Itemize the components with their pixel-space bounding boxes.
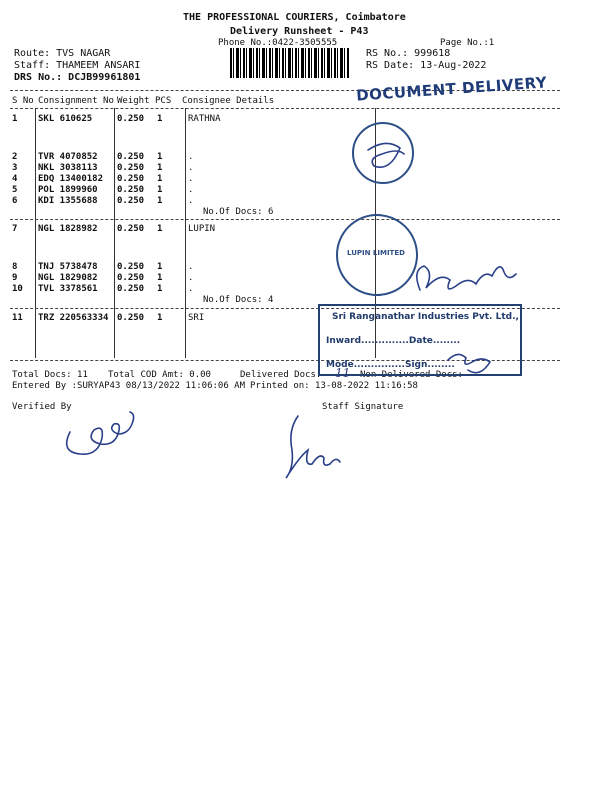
seal-text: LUPIN LIMITED bbox=[347, 249, 405, 257]
row-consignment: TRZ 220563334 bbox=[38, 313, 109, 323]
row-weight: 0.250 bbox=[117, 185, 145, 195]
row-weight: 0.250 bbox=[117, 273, 145, 283]
stamp-inward: Inward bbox=[326, 336, 362, 346]
row-details: . bbox=[188, 273, 194, 283]
row-weight: 0.250 bbox=[117, 152, 145, 162]
verified-by-label: Verified By bbox=[12, 402, 72, 412]
row-weight: 0.250 bbox=[117, 284, 145, 294]
row-details: SRI bbox=[188, 313, 205, 323]
row-weight: 0.250 bbox=[117, 163, 145, 173]
row-pcs: 1 bbox=[157, 174, 163, 184]
signature-verified bbox=[67, 412, 134, 454]
row-weight: 0.250 bbox=[117, 196, 145, 206]
row-pcs: 1 bbox=[157, 273, 163, 283]
staff-signature-label: Staff Signature bbox=[322, 402, 404, 412]
row-pcs: 1 bbox=[157, 114, 163, 124]
row-consignment: SKL 610625 bbox=[38, 114, 93, 124]
row-sno: 7 bbox=[12, 224, 18, 234]
stamp-mode-label: Mode...............Sign........ bbox=[326, 360, 455, 370]
row-weight: 0.250 bbox=[117, 114, 145, 124]
stamp-date: Date bbox=[408, 336, 433, 346]
row-pcs: 1 bbox=[157, 185, 163, 195]
row-pcs: 1 bbox=[157, 196, 163, 206]
stamp-mode: Mode bbox=[326, 360, 354, 370]
row-sno: 11 bbox=[12, 313, 23, 323]
row-pcs: 1 bbox=[157, 284, 163, 294]
row-weight: 0.250 bbox=[117, 224, 145, 234]
row-sno: 2 bbox=[12, 152, 18, 162]
row-consignment: TVR 4070852 bbox=[38, 152, 98, 162]
row-consignment: POL 1899960 bbox=[38, 185, 98, 195]
row-pcs: 1 bbox=[157, 152, 163, 162]
non-delivered-docs: Non-Delivered Docs: bbox=[360, 370, 463, 380]
row-pcs: 1 bbox=[157, 313, 163, 323]
route: Route: TVS NAGAR bbox=[14, 48, 111, 59]
row-consignment: EDQ 13400182 bbox=[38, 174, 104, 184]
row-consignment: KDI 1355688 bbox=[38, 196, 98, 206]
row-details: . bbox=[188, 284, 194, 294]
total-docs: Total Docs: 11 bbox=[12, 370, 88, 380]
group-doc-count: No.Of Docs: 6 bbox=[203, 207, 274, 217]
group-doc-count: No.Of Docs: 4 bbox=[203, 295, 274, 305]
row-details: . bbox=[188, 185, 194, 195]
delivered-docs-handwritten: 11 bbox=[335, 366, 351, 380]
printed-on: Printed on: 13-08-2022 11:16:58 bbox=[250, 381, 418, 391]
row-weight: 0.250 bbox=[117, 174, 145, 184]
row-details: . bbox=[188, 196, 194, 206]
row-weight: 0.250 bbox=[117, 262, 145, 272]
row-details: . bbox=[188, 174, 194, 184]
row-details: RATHNA bbox=[188, 114, 221, 124]
row-sno: 8 bbox=[12, 262, 18, 272]
stamp-company-name: Sri Ranganathar Industries Pvt. Ltd., bbox=[332, 312, 519, 322]
row-sno: 1 bbox=[12, 114, 18, 124]
row-consignment: NGL 1829082 bbox=[38, 273, 98, 283]
row-pcs: 1 bbox=[157, 224, 163, 234]
row-consignment: TVL 3378561 bbox=[38, 284, 98, 294]
row-details: . bbox=[188, 163, 194, 173]
signature-staff bbox=[286, 416, 340, 478]
entered-by: Entered By :SURYAP43 08/13/2022 11:06:06 AM bbox=[12, 381, 245, 391]
row-consignment: NGL 1828982 bbox=[38, 224, 98, 234]
row-sno: 6 bbox=[12, 196, 18, 206]
runsheet-title: Delivery Runsheet - P43 bbox=[230, 26, 369, 37]
row-sno: 10 bbox=[12, 284, 23, 294]
page-number: Page No.:1 bbox=[440, 38, 495, 48]
row-pcs: 1 bbox=[157, 163, 163, 173]
row-details: . bbox=[188, 262, 194, 272]
row-consignment: NKL 3038113 bbox=[38, 163, 98, 173]
col-consignment: Consignment No bbox=[38, 96, 114, 106]
stamp-inward-label: Inward..............Date........ bbox=[326, 336, 461, 346]
signature-seal-1 bbox=[368, 143, 404, 167]
rs-number: RS No.: 999618 bbox=[366, 48, 451, 59]
row-sno: 4 bbox=[12, 174, 18, 184]
phone-number: Phone No.:0422-3505555 bbox=[218, 38, 338, 48]
row-weight: 0.250 bbox=[117, 313, 145, 323]
row-details: . bbox=[188, 152, 194, 162]
document-delivery-stamp: DOCUMENT DELIVERY bbox=[355, 73, 548, 105]
col-consignee: Consignee Details bbox=[182, 96, 275, 106]
stamp-sign: Sign bbox=[404, 360, 428, 370]
delivered-docs: Delivered Docs: bbox=[240, 370, 322, 380]
col-weight: Weight bbox=[117, 96, 150, 106]
row-details: LUPIN bbox=[188, 224, 216, 234]
row-sno: 5 bbox=[12, 185, 18, 195]
rs-date: RS Date: 13-Aug-2022 bbox=[366, 60, 487, 71]
row-sno: 9 bbox=[12, 273, 18, 283]
signature-stamp-box bbox=[448, 354, 490, 372]
col-sno: S No bbox=[12, 96, 34, 106]
signature-lupin bbox=[417, 266, 516, 290]
row-pcs: 1 bbox=[157, 262, 163, 272]
company-name: THE PROFESSIONAL COURIERS, Coimbatore bbox=[183, 12, 406, 23]
col-pcs: PCS bbox=[155, 96, 172, 106]
total-cod: Total COD Amt: 0.00 bbox=[108, 370, 211, 380]
staff: Staff: THAMEEM ANSARI bbox=[14, 60, 141, 71]
row-sno: 3 bbox=[12, 163, 18, 173]
row-consignment: TNJ 5738478 bbox=[38, 262, 98, 272]
drs-number: DRS No.: DCJB99961801 bbox=[14, 72, 141, 83]
